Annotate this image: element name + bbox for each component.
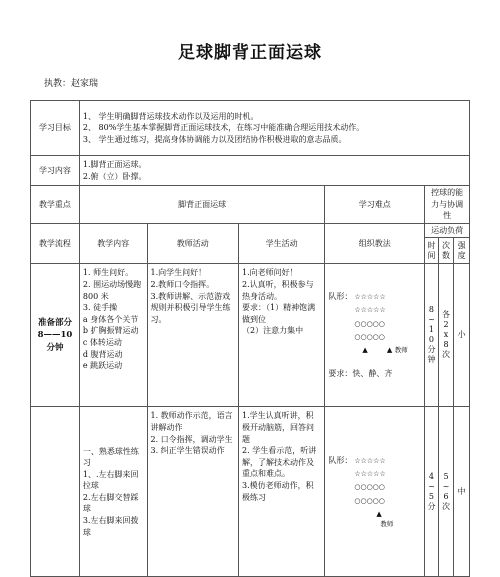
content-cell	[79, 156, 469, 186]
list-item: 3.左右脚来回拨球	[82, 516, 139, 537]
content-item: 2.俯（立）卧撑。	[82, 171, 147, 181]
header-count: 次 数	[438, 238, 454, 264]
formation-diagram	[354, 291, 407, 356]
prep-content	[79, 264, 147, 407]
practice-time: 4 ~ 5 分	[425, 407, 439, 577]
teacher-marker-icon: ▲	[386, 346, 393, 355]
list-item: 3. 徒手操	[82, 303, 118, 313]
formation-requirement: 要求：快、静、齐	[328, 368, 393, 378]
teacher-name: 执教：赵家瑞	[44, 79, 99, 89]
prep-org	[325, 264, 425, 407]
header-teacher: 教师活动	[147, 223, 239, 264]
list-item: 要求：（1）精神饱满做到位	[242, 303, 316, 324]
prep-student	[239, 264, 325, 407]
practice-content	[79, 407, 147, 577]
formation-row: ☆☆☆☆☆	[354, 306, 386, 315]
key-point-label: 教学重点	[31, 186, 80, 224]
practice-org	[325, 407, 425, 577]
practice-count: 5 ~ 6 次	[438, 407, 454, 577]
list-item: 2. 学生看示范，听讲解，了解技术动作及重点和难点。	[242, 446, 317, 479]
prep-count: 各 2 x 8 次	[438, 264, 454, 407]
difficulty-label: 学习难点	[325, 186, 425, 224]
header-load: 运动负荷	[425, 223, 470, 238]
list-item: d 腹背运动	[82, 349, 123, 359]
list-item: 2.左右脚交替踩球	[82, 492, 139, 514]
lesson-plan-table	[30, 100, 470, 577]
difficulty-value: 控球的能力与协调性	[425, 186, 470, 224]
list-item: e 跳跃运动	[82, 361, 123, 371]
header-intensity: 强 度	[454, 238, 470, 264]
list-item: 3.模仿老师动作，积极练习	[242, 480, 314, 502]
teacher-marker-icon: ▲	[376, 509, 382, 518]
prep-stage: 准备部分 8——10 分钟	[31, 264, 80, 407]
list-item: 1.向老师问好！	[242, 268, 298, 278]
key-point-value: 脚背正面运球	[79, 186, 324, 224]
formation-row: ○○○○○	[354, 496, 385, 505]
prep-intensity: 小	[454, 264, 470, 407]
list-item: 1. 教师动作示范，语言讲解动作	[150, 411, 233, 432]
document-title: 足球脚背正面运球	[178, 43, 322, 63]
list-item: 3. 纠正学生错误动作	[150, 446, 225, 456]
practice-intensity: 中	[454, 407, 470, 577]
header-student: 学生活动	[239, 223, 325, 264]
list-item: a 身体各个关节	[82, 314, 139, 324]
formation-row: ○○○○○	[354, 333, 385, 342]
formation-label: 队形：	[328, 455, 353, 465]
student-marker-icon: ▲	[362, 346, 368, 355]
practice-teacher	[147, 407, 239, 577]
list-item: （2）注意力集中	[242, 326, 304, 336]
practice-student	[239, 407, 325, 577]
formation-label: 队形：	[328, 292, 353, 302]
goals-label: 学习目标	[31, 101, 80, 156]
list-item: b 扩胸振臂运动	[82, 326, 139, 336]
header-org: 组织教法	[325, 223, 425, 264]
content-label: 学习内容	[31, 156, 80, 186]
list-item: 2.教师口令指挥。	[150, 279, 215, 289]
list-item: 1. 师生问好。	[82, 268, 134, 278]
formation-diagram	[354, 455, 393, 529]
practice-stage	[31, 407, 80, 577]
list-item: 3.教师讲解、示范游戏规则并积极引导学生练习。	[150, 291, 231, 324]
list-item: c 体转运动	[82, 337, 122, 347]
header-flow: 教学流程	[31, 223, 80, 264]
prep-teacher	[147, 264, 239, 407]
goal-item: 1、 学生明确脚背运球技术动作以及运用的时机。	[82, 111, 259, 121]
list-item: 2. 围运动场慢跑 800 米	[82, 279, 142, 301]
list-item: 1.向学生问好！	[150, 268, 207, 278]
teacher-marker-label: 教师	[394, 346, 408, 355]
prep-time: 8 ~ 1 0 分 钟	[425, 264, 439, 407]
content-item: 1.脚背正面运球。	[82, 159, 147, 169]
goal-item: 3、 学生通过练习，提高身体协调能力以及团结协作积极进取的意志品质。	[82, 134, 347, 144]
list-item: 一、熟悉球性练习	[82, 446, 139, 468]
teacher-marker-label: 教师	[380, 519, 394, 528]
list-item: 1.学生认真听讲，积极开动脑筋，回答问题	[242, 411, 315, 444]
formation-row: ☆☆☆☆☆	[354, 470, 386, 479]
formation-row: ○○○○○	[354, 483, 385, 492]
list-item: 2. 口令指挥，调动学生	[150, 434, 233, 444]
goals-cell	[79, 101, 469, 156]
header-content: 教学内容	[79, 223, 147, 264]
formation-row: ☆☆☆☆☆	[354, 456, 386, 465]
goal-item: 2、 80%学生基本掌握脚背正面运球技术，在练习中能准确合理运用技术动作。	[82, 123, 365, 133]
list-item: 1、.左右脚来回拉球	[82, 469, 139, 491]
header-time: 时 间	[425, 238, 439, 264]
formation-row: ○○○○○	[354, 319, 385, 328]
formation-row: ☆☆☆☆☆	[354, 293, 386, 302]
list-item: 2.认真听，积极参与热身活动。	[242, 279, 314, 301]
